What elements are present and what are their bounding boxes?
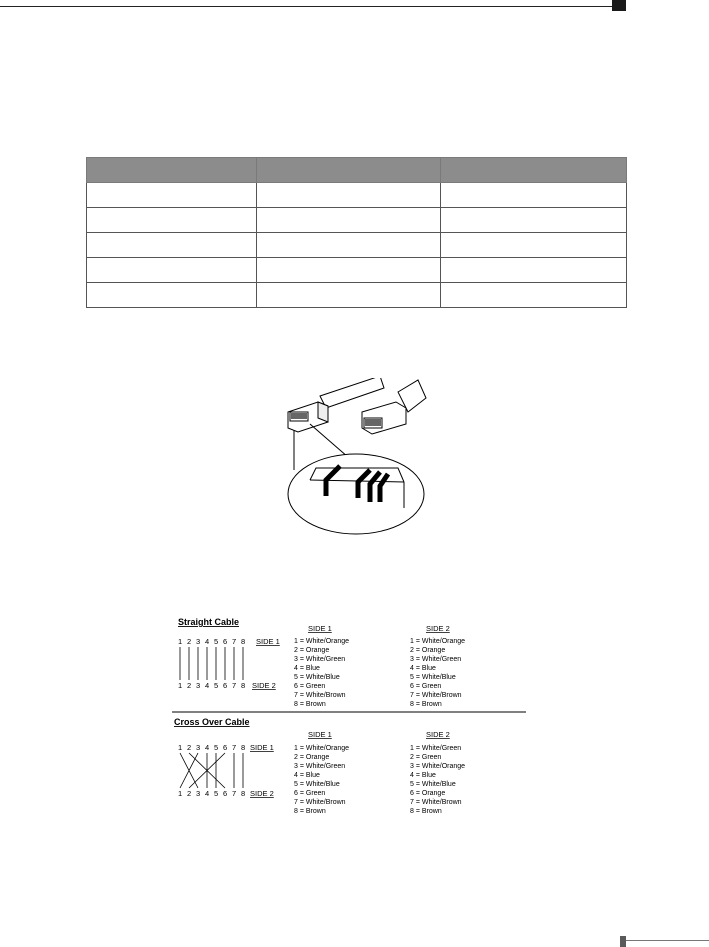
svg-text:5 = White/Blue: 5 = White/Blue: [294, 781, 340, 788]
pin-assignment-table: [86, 157, 627, 308]
crossover-wires: [180, 753, 243, 788]
svg-text:6: 6: [223, 743, 228, 752]
table-cell: [87, 233, 257, 258]
svg-text:4 = Blue: 4 = Blue: [294, 772, 320, 779]
svg-text:7: 7: [232, 743, 237, 752]
svg-text:1 = White/Orange: 1 = White/Orange: [294, 638, 350, 645]
svg-text:2: 2: [187, 789, 192, 798]
svg-text:3: 3: [196, 743, 201, 752]
crossover-side2-tag: SIDE 2: [250, 789, 274, 798]
svg-text:2 = Orange: 2 = Orange: [410, 647, 446, 654]
svg-text:7: 7: [232, 637, 237, 646]
rj45-connector-illustration: [280, 378, 440, 538]
svg-text:1 = White/Green: 1 = White/Green: [410, 745, 462, 752]
crossover-side1-list: [294, 745, 349, 815]
straight-side1-tag: SIDE 1: [256, 637, 280, 646]
svg-text:1: 1: [178, 681, 183, 690]
table-header-cell: [441, 158, 627, 183]
svg-text:2: 2: [187, 637, 192, 646]
svg-text:8: 8: [241, 681, 246, 690]
straight-side1-list: [294, 638, 349, 708]
svg-text:7: 7: [232, 789, 237, 798]
straight-side2-tag: SIDE 2: [252, 681, 276, 690]
straight-side1-header: SIDE 1: [308, 624, 332, 633]
table-cell: [441, 233, 627, 258]
svg-text:5: 5: [214, 743, 219, 752]
svg-text:8 = Brown: 8 = Brown: [294, 808, 326, 815]
svg-text:3: 3: [196, 789, 201, 798]
footer-page-marker: [620, 936, 626, 947]
table-cell: [257, 208, 441, 233]
crossover-side2-list: [410, 745, 465, 815]
svg-text:4 = Blue: 4 = Blue: [410, 665, 436, 672]
table-row: [87, 258, 627, 283]
svg-text:3 = White/Green: 3 = White/Green: [410, 656, 462, 663]
footer-rule: [626, 940, 709, 941]
header-page-marker: [612, 0, 626, 11]
svg-text:5: 5: [214, 637, 219, 646]
straight-wires: [180, 647, 243, 680]
crossover-cable-title: Cross Over Cable: [174, 717, 250, 727]
table-cell: [87, 258, 257, 283]
svg-text:7 = White/Brown: 7 = White/Brown: [294, 799, 346, 806]
svg-text:5 = White/Blue: 5 = White/Blue: [410, 674, 456, 681]
svg-text:1 = White/Orange: 1 = White/Orange: [294, 745, 350, 752]
crossover-pin-numbers-bottom: [178, 789, 245, 798]
svg-text:7: 7: [232, 681, 237, 690]
svg-text:1 = White/Orange: 1 = White/Orange: [410, 638, 466, 645]
table-row: [87, 283, 627, 308]
header-rule: [0, 6, 614, 7]
table-row: [87, 208, 627, 233]
svg-text:8: 8: [241, 743, 246, 752]
svg-text:8 = Brown: 8 = Brown: [410, 701, 442, 708]
table-row: [87, 183, 627, 208]
straight-pin-numbers-top: [178, 637, 245, 646]
left-cable: [320, 378, 384, 408]
table-header-cell: [87, 158, 257, 183]
svg-text:2: 2: [187, 681, 192, 690]
straight-side2-list: [410, 638, 465, 708]
svg-text:8: 8: [241, 637, 246, 646]
table-row: [87, 233, 627, 258]
svg-text:5: 5: [214, 681, 219, 690]
svg-text:1: 1: [178, 789, 183, 798]
svg-text:5 = White/Blue: 5 = White/Blue: [410, 781, 456, 788]
table-header-row: [87, 158, 627, 183]
svg-text:8: 8: [241, 789, 246, 798]
crossover-side1-tag: SIDE 1: [250, 743, 274, 752]
table-cell: [441, 258, 627, 283]
table-cell: [87, 183, 257, 208]
svg-text:3 = White/Green: 3 = White/Green: [294, 656, 346, 663]
crossover-side2-header: SIDE 2: [426, 730, 450, 739]
svg-text:3: 3: [196, 681, 201, 690]
straight-side2-header: SIDE 2: [426, 624, 450, 633]
table-cell: [257, 233, 441, 258]
svg-text:4 = Blue: 4 = Blue: [294, 665, 320, 672]
straight-cable-title: Straight Cable: [178, 617, 240, 627]
svg-text:1: 1: [178, 637, 183, 646]
table-header-cell: [257, 158, 441, 183]
svg-text:6 = Green: 6 = Green: [294, 790, 326, 797]
svg-text:6: 6: [223, 681, 228, 690]
svg-text:3 = White/Orange: 3 = White/Orange: [410, 763, 466, 770]
svg-text:4: 4: [205, 789, 210, 798]
crossover-pin-numbers-top: [178, 743, 245, 752]
svg-text:4: 4: [205, 637, 210, 646]
svg-text:5: 5: [214, 789, 219, 798]
straight-pin-numbers-bottom: [178, 681, 245, 690]
table-cell: [87, 208, 257, 233]
svg-text:4: 4: [205, 743, 210, 752]
svg-text:3: 3: [196, 637, 201, 646]
table-cell: [257, 258, 441, 283]
right-plug-contacts: [364, 418, 382, 428]
svg-text:6 = Green: 6 = Green: [410, 683, 442, 690]
svg-text:6 = Orange: 6 = Orange: [410, 790, 446, 797]
table-cell: [441, 283, 627, 308]
table-cell: [257, 283, 441, 308]
table-cell: [87, 283, 257, 308]
table-cell: [257, 183, 441, 208]
svg-text:2: 2: [187, 743, 192, 752]
svg-text:7 = White/Brown: 7 = White/Brown: [410, 799, 462, 806]
left-plug-side: [318, 402, 328, 422]
svg-text:2 = Green: 2 = Green: [410, 754, 442, 761]
svg-text:7 = White/Brown: 7 = White/Brown: [410, 692, 462, 699]
svg-text:5 = White/Blue: 5 = White/Blue: [294, 674, 340, 681]
svg-text:2 = Orange: 2 = Orange: [294, 647, 330, 654]
svg-text:4 = Blue: 4 = Blue: [410, 772, 436, 779]
svg-text:8 = Brown: 8 = Brown: [294, 701, 326, 708]
table-cell: [441, 208, 627, 233]
svg-text:6: 6: [223, 637, 228, 646]
crossover-side1-header: SIDE 1: [308, 730, 332, 739]
cable-wiring-diagram: [168, 612, 530, 822]
svg-text:8 = Brown: 8 = Brown: [410, 808, 442, 815]
table-cell: [441, 183, 627, 208]
left-plug-contacts: [290, 412, 308, 421]
svg-text:2 = Orange: 2 = Orange: [294, 754, 330, 761]
svg-text:6 = Green: 6 = Green: [294, 683, 326, 690]
svg-text:6: 6: [223, 789, 228, 798]
svg-text:3 = White/Green: 3 = White/Green: [294, 763, 346, 770]
svg-text:4: 4: [205, 681, 210, 690]
svg-text:7 = White/Brown: 7 = White/Brown: [294, 692, 346, 699]
svg-text:1: 1: [178, 743, 183, 752]
